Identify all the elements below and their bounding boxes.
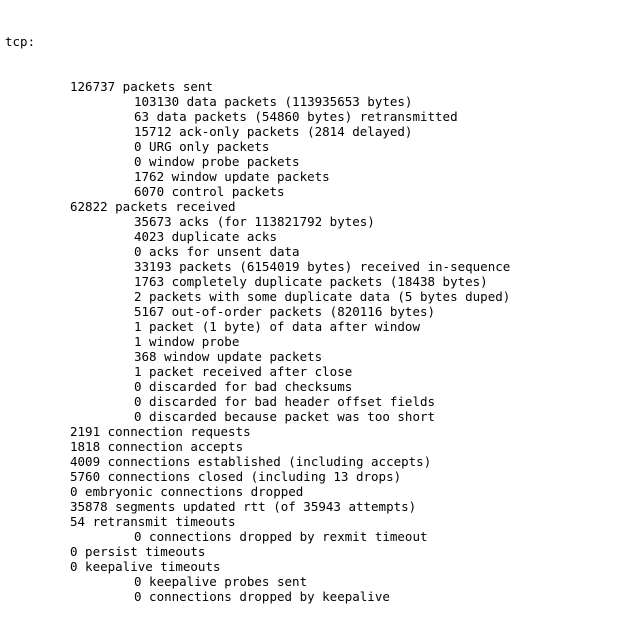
stat-line: 2191 connection requests [70, 424, 251, 439]
stat-subline: 0 discarded for bad header offset fields [134, 394, 436, 409]
stat-subline: 15712 ack-only packets (2814 delayed) [134, 124, 413, 139]
stat-line: 35878 segments updated rtt (of 35943 attempts) [70, 499, 417, 514]
stat-subline: 0 discarded for bad checksums [134, 379, 353, 394]
stat-subline: 63 data packets (54860 bytes) retransmitted [134, 109, 458, 124]
stat-line: 4009 connections established (including accepts) [70, 454, 432, 469]
stat-subline: 33193 packets (6154019 bytes) received in-sequence [134, 259, 511, 274]
stat-line: 126737 packets sent [70, 79, 213, 94]
stat-line: 54 retransmit timeouts [70, 514, 236, 529]
stat-subline: 35673 acks (for 113821792 bytes) [134, 214, 375, 229]
stat-subline: 0 connections dropped by keepalive [134, 589, 390, 604]
stat-subline: 5167 out-of-order packets (820116 bytes) [134, 304, 436, 319]
stat-subline: 1 window probe [134, 334, 240, 349]
stat-subline: 6070 control packets [134, 184, 285, 199]
stat-subline: 1763 completely duplicate packets (18438 bytes) [134, 274, 488, 289]
stat-subline: 0 connections dropped by rexmit timeout [134, 529, 428, 544]
stat-line: 0 keepalive timeouts [70, 559, 221, 574]
stat-line: 0 embryonic connections dropped [70, 484, 304, 499]
stat-subline: 0 window probe packets [134, 154, 300, 169]
section-header: tcp: [5, 34, 36, 49]
stat-subline: 1762 window update packets [134, 169, 330, 184]
stat-subline: 2 packets with some duplicate data (5 bytes duped) [134, 289, 511, 304]
stat-subline: 368 window update packets [134, 349, 323, 364]
stat-subline: 0 keepalive probes sent [134, 574, 308, 589]
stat-subline: 1 packet (1 byte) of data after window [134, 319, 420, 334]
stat-subline: 103130 data packets (113935653 bytes) [134, 94, 413, 109]
stat-subline: 0 URG only packets [134, 139, 270, 154]
stat-list [5, 79, 621, 604]
stat-subline: 0 acks for unsent data [134, 244, 300, 259]
stat-line: 1818 connection accepts [70, 439, 244, 454]
stat-subline: 1 packet received after close [134, 364, 353, 379]
stat-line: 5760 connections closed (including 13 drops) [70, 469, 402, 484]
terminal-output [5, 4, 621, 619]
stat-subline: 0 discarded because packet was too short [134, 409, 436, 424]
stat-subline: 4023 duplicate acks [134, 229, 277, 244]
stat-line: 0 persist timeouts [70, 544, 206, 559]
stat-line: 62822 packets received [70, 199, 236, 214]
